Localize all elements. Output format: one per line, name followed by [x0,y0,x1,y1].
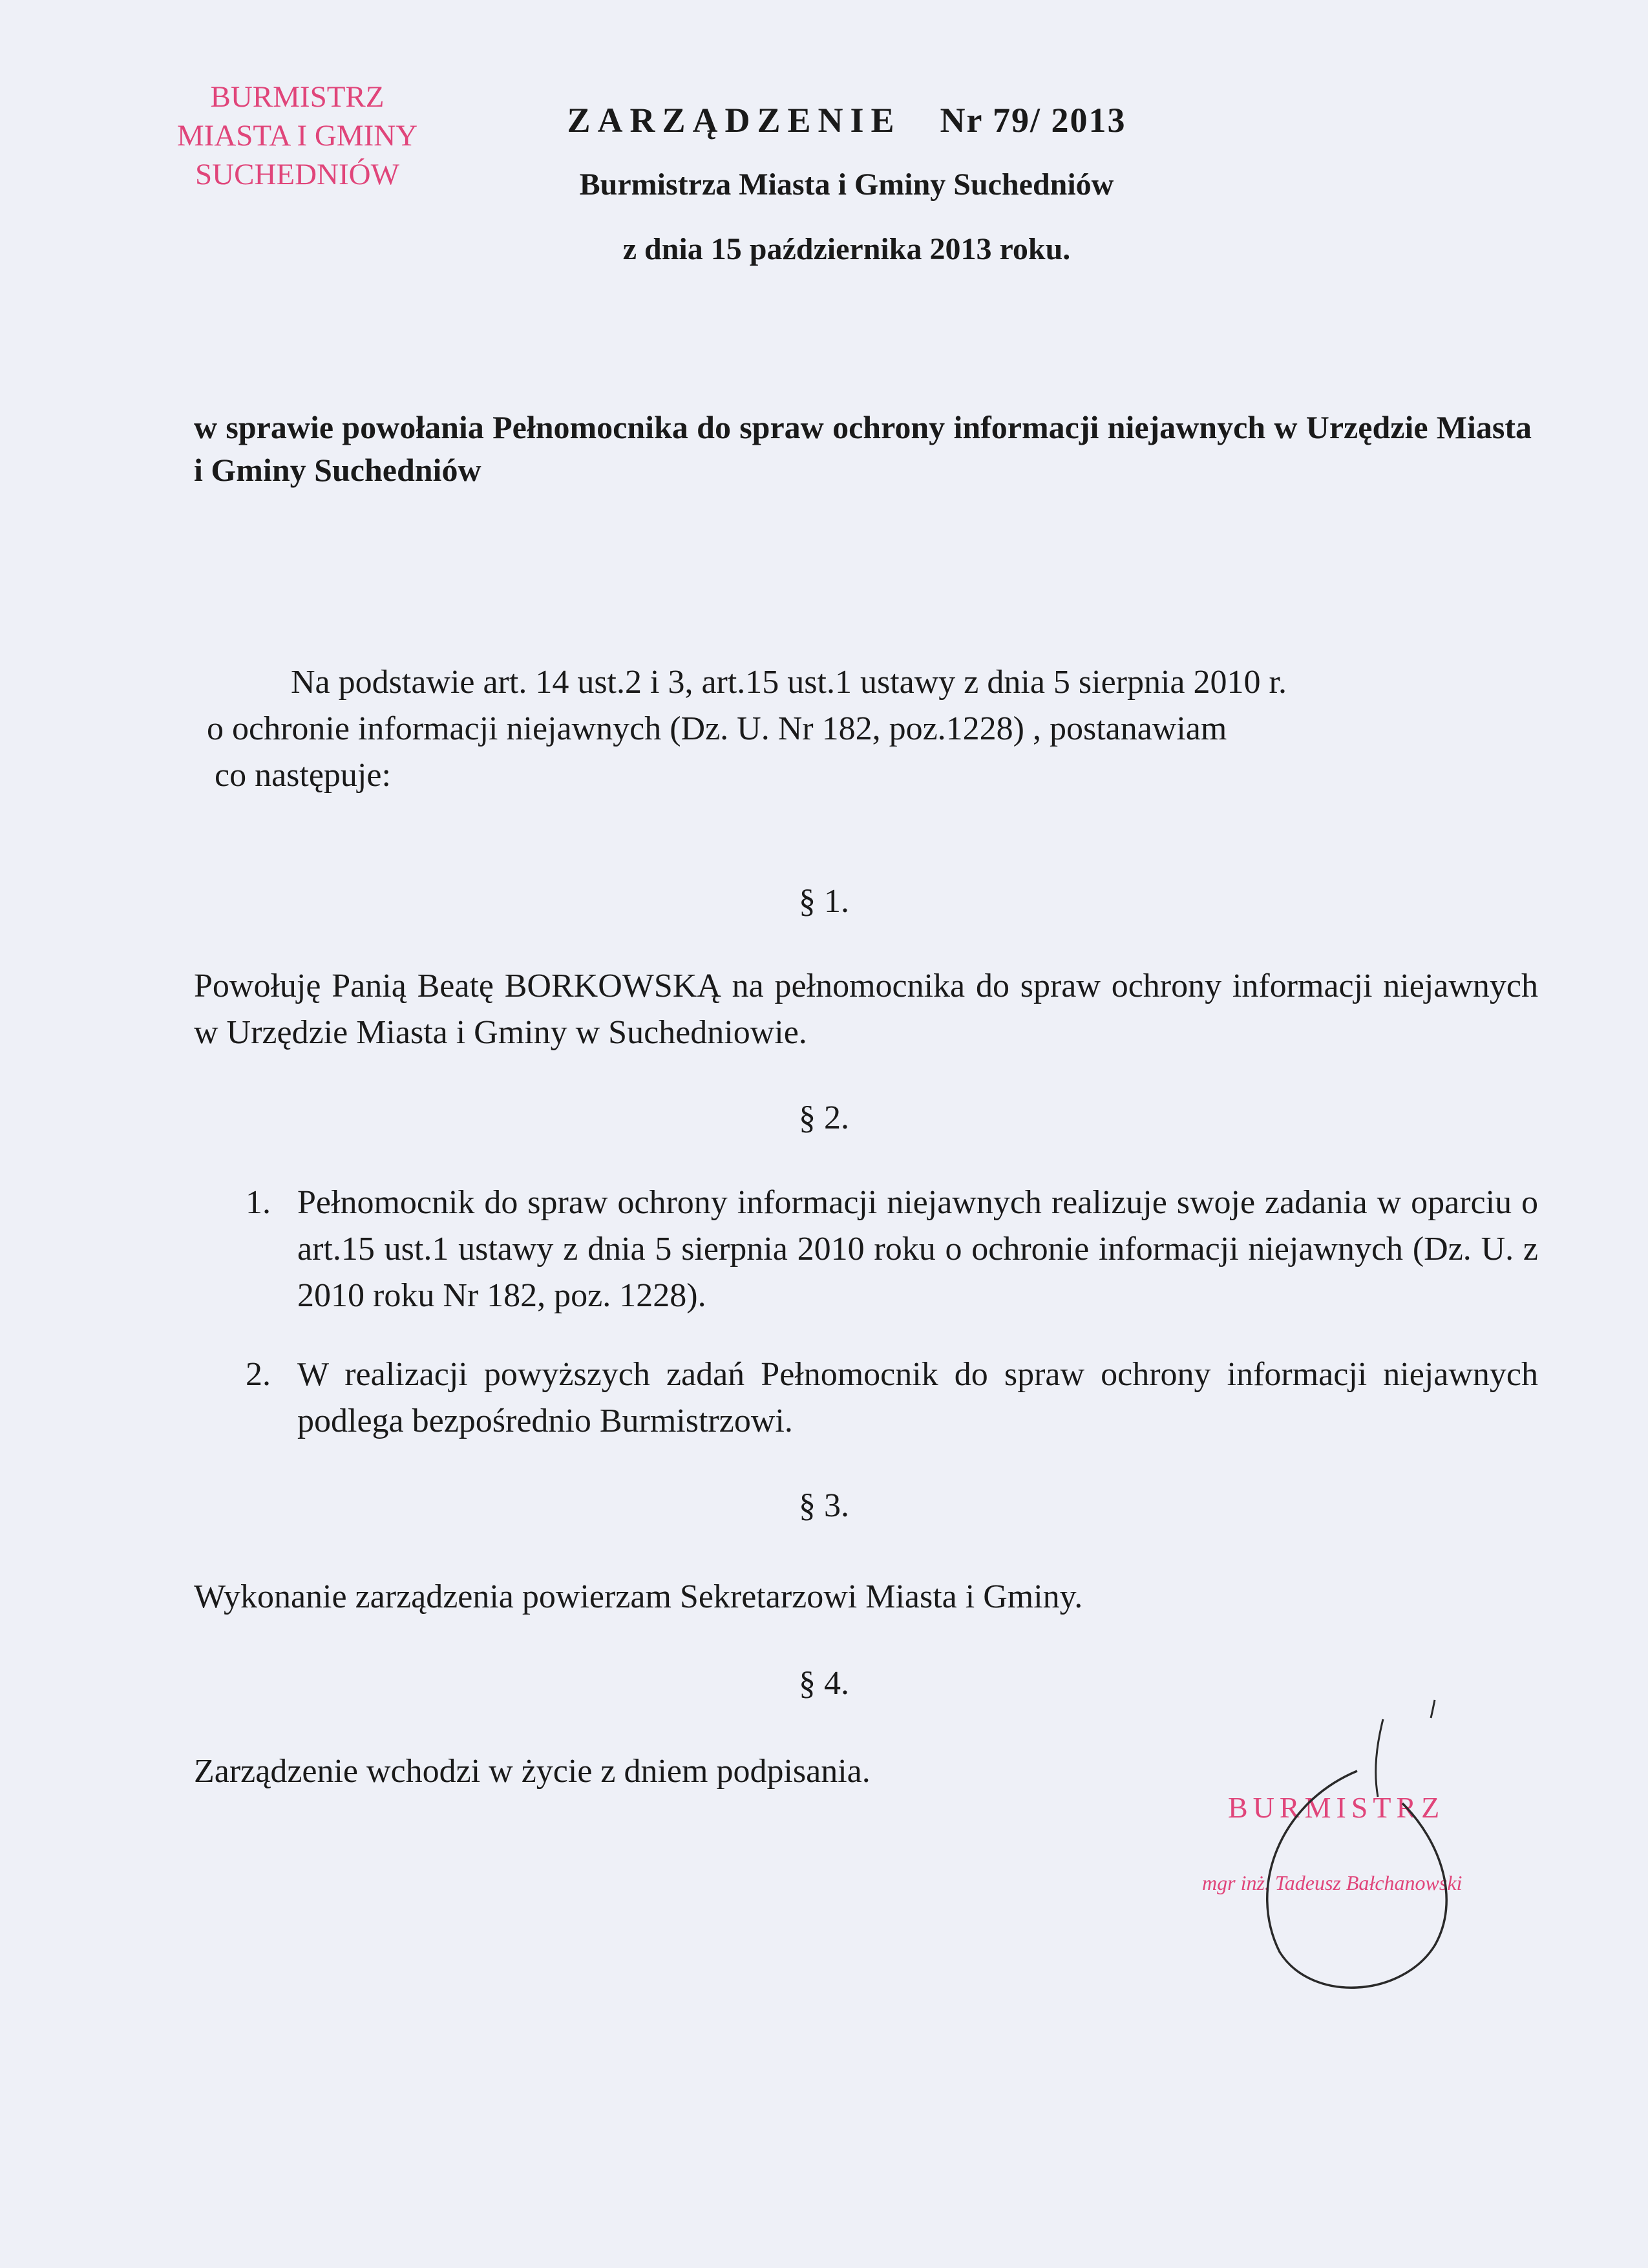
legal-basis-line-2: o ochronie informacji niejawnych (Dz. U. Nr 182, poz.1228) , postanawiam [207,710,1227,747]
section-4-heading: § 4. [799,1665,849,1702]
list-item-number: 2. [246,1356,271,1393]
section-3-text: Wykonanie zarządzenia powierzam Sekretarzowi Miasta i Gminy. [194,1578,1083,1615]
list-item-number: 1. [246,1184,271,1221]
section-1-heading: § 1. [799,883,849,920]
handwritten-signature [1189,1693,1499,2030]
legal-basis-line-3: co następuje: [215,757,391,794]
list-item [246,1351,1538,1445]
section-4-text: Zarządzenie wchodzi w życie z dniem podpisania. [194,1753,871,1790]
stamp-line-1: BURMISTRZ [210,80,385,114]
section-3-heading: § 3. [799,1487,849,1524]
section-1-text: Powołuję Panią Beatę BORKOWSKĄ na pełnomocnika do spraw ochrony informacji niejawnych w Urzędzie Miasta i Gminy w Suchedniowie. [194,968,1538,1051]
title-word: ZARZĄDZENIE [567,101,902,140]
signature-stamp-name: mgr inż. Tadeusz Bałchanowski [1202,1871,1463,1894]
document-number: Nr 79/ 2013 [940,101,1126,140]
section-2-heading: § 2. [799,1099,849,1136]
office-stamp [129,78,465,194]
list-item-text: Pełnomocnik do spraw ochrony informacji niejawnych realizuje swoje zadania w oparciu o art.15 ust.1 ustawy z dnia 5 sierpnia 2010 roku o ochronie informacji niejawnych (Dz. U. z 2010 roku Nr 182, poz. 1228). [297,1184,1538,1314]
document-subject: w sprawie powołania Pełnomocnika do spraw ochrony informacji niejawnych w Urzędzie Miasta i Gminy Suchedniów [194,409,1532,488]
legal-basis [207,659,1532,799]
signature-stamp-title: BURMISTRZ [1228,1791,1445,1824]
legal-basis-line-1: Na podstawie art. 14 ust.2 i 3, art.15 ust.1 ustawy z dnia 5 sierpnia 2010 r. [291,664,1287,701]
document-date: z dnia 15 października 2013 roku. [622,232,1071,266]
stamp-line-3: SUCHEDNIÓW [195,158,399,191]
section-2-list [246,1180,1538,1477]
list-item-text: W realizacji powyższych zadań Pełnomocnik do spraw ochrony informacji niejawnych podlega bezpośrednio Burmistrzowi. [297,1356,1538,1439]
document-title [427,100,1267,140]
list-item [246,1180,1538,1319]
stamp-line-2: MIASTA I GMINY [176,119,418,153]
document-issuer: Burmistrza Miasta i Gminy Suchedniów [579,167,1114,202]
